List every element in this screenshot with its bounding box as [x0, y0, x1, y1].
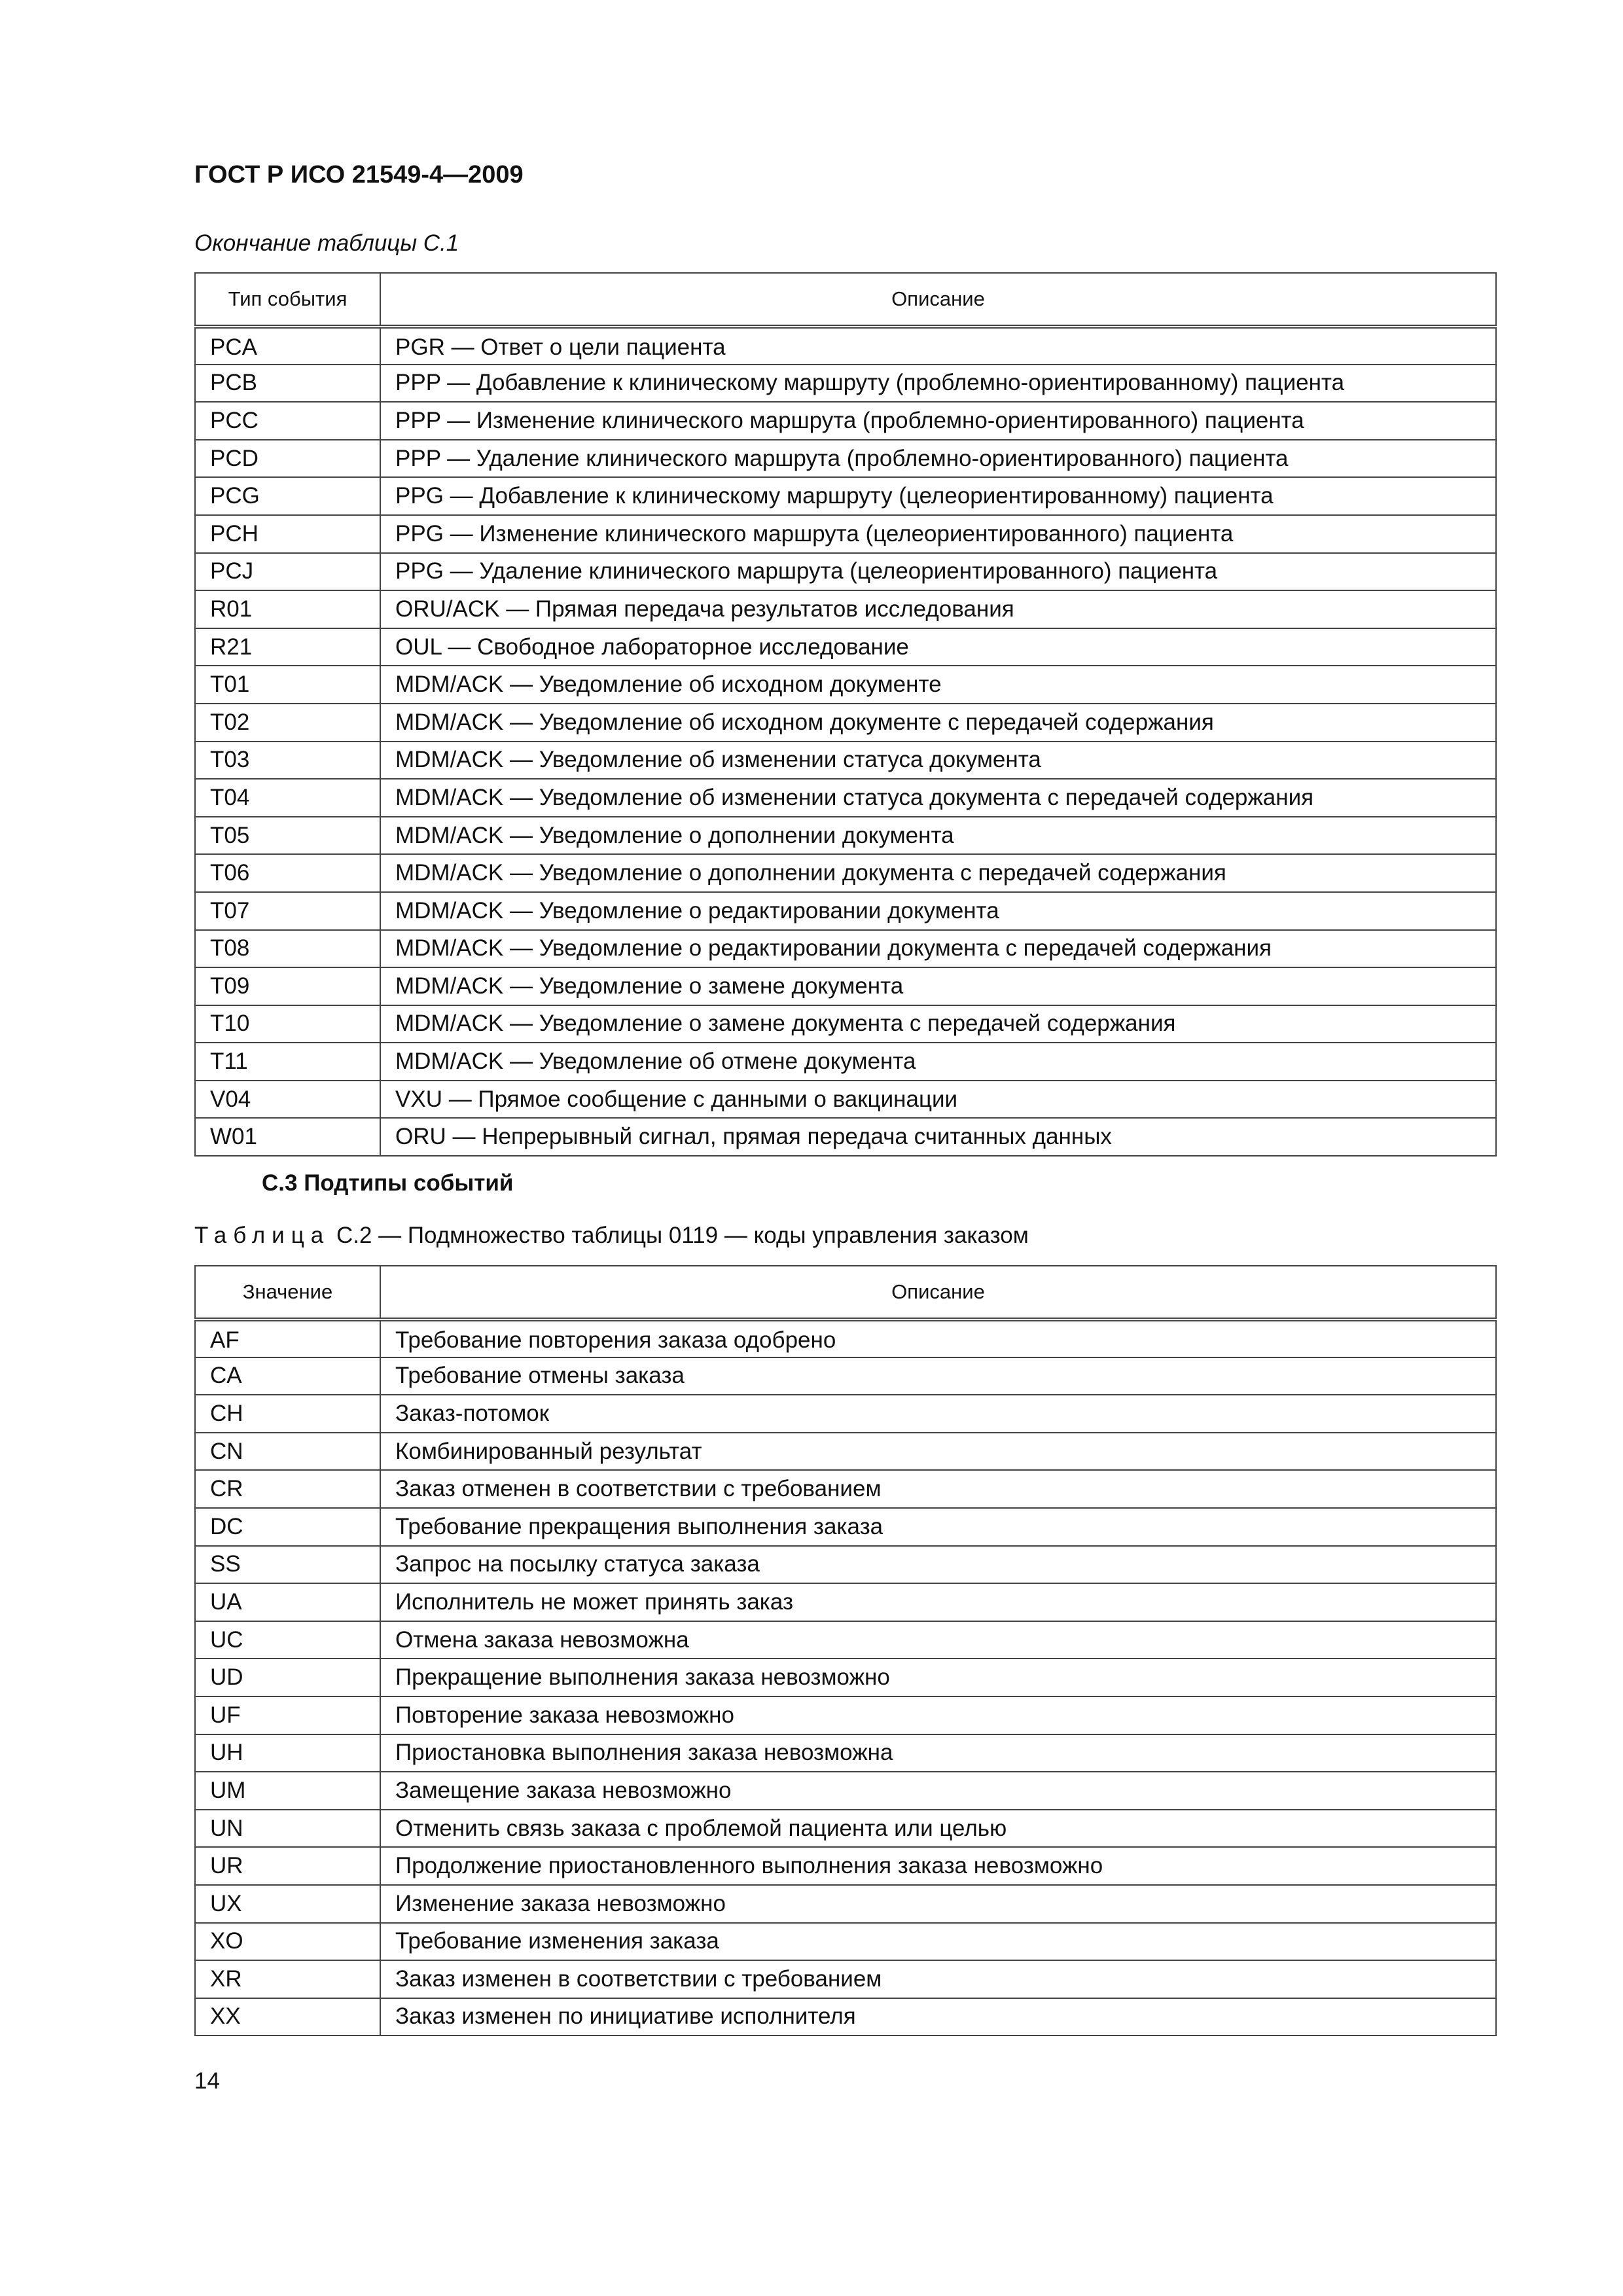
code-cell: R21 [195, 628, 380, 666]
table-row [195, 666, 1496, 704]
column-header-event-type: Тип события [195, 273, 380, 327]
column-header-value: Значение [195, 1266, 380, 1319]
description-cell: MDM/ACK — Уведомление об отмене документа [380, 1043, 1496, 1081]
description-cell: Отмена заказа невозможна [380, 1621, 1496, 1659]
description-cell: PGR — Ответ о цели пациента [380, 327, 1496, 365]
table-row [195, 1081, 1496, 1119]
description-cell: ORU — Непрерывный сигнал, прямая передача считанных данных [380, 1118, 1496, 1156]
table-row [195, 1772, 1496, 1810]
code-cell: PCC [195, 402, 380, 440]
table-row [195, 967, 1496, 1005]
description-cell: Прекращение выполнения заказа невозможно [380, 1659, 1496, 1696]
description-cell: Требование изменения заказа [380, 1923, 1496, 1961]
table-2-caption-label: Таблица [194, 1223, 330, 1248]
code-cell: T08 [195, 930, 380, 968]
description-cell: Повторение заказа невозможно [380, 1696, 1496, 1734]
description-cell: MDM/ACK — Уведомление об изменении статуса документа с передачей содержания [380, 779, 1496, 817]
code-cell: CH [195, 1395, 380, 1433]
description-cell: Замещение заказа невозможно [380, 1772, 1496, 1810]
page-number: 14 [194, 2068, 220, 2094]
table-row [195, 817, 1496, 855]
column-header-description: Описание [380, 1266, 1496, 1319]
description-cell: OUL — Свободное лабораторное исследование [380, 628, 1496, 666]
description-cell: Продолжение приостановленного выполнения заказа невозможно [380, 1847, 1496, 1885]
section-heading: С.3 Подтипы событий [262, 1170, 514, 1196]
code-cell: UD [195, 1659, 380, 1696]
column-header-description: Описание [380, 273, 1496, 327]
code-cell: PCH [195, 515, 380, 553]
table-row [195, 1433, 1496, 1471]
code-cell: XX [195, 1998, 380, 2036]
table-row [195, 1734, 1496, 1772]
code-cell: SS [195, 1546, 380, 1584]
code-cell: UH [195, 1734, 380, 1772]
code-cell: DC [195, 1508, 380, 1546]
table-1-caption: Окончание таблицы С.1 [194, 230, 459, 256]
table-row [195, 1621, 1496, 1659]
table-row [195, 1043, 1496, 1081]
description-cell: PPG — Добавление к клиническому маршруту (целеориентированному) пациента [380, 477, 1496, 515]
table-row [195, 477, 1496, 515]
code-cell: T07 [195, 892, 380, 930]
code-cell: T09 [195, 967, 380, 1005]
description-cell: Требование отмены заказа [380, 1357, 1496, 1395]
description-cell: MDM/ACK — Уведомление о дополнении документа с передачей содержания [380, 854, 1496, 892]
table-row [195, 1583, 1496, 1621]
table-row [195, 440, 1496, 478]
document-header: ГОСТ Р ИСО 21549-4—2009 [194, 161, 524, 188]
code-cell: UR [195, 1847, 380, 1885]
table-header-row [195, 273, 1496, 327]
table-row [195, 1810, 1496, 1848]
table-row [195, 1960, 1496, 1998]
description-cell: Отменить связь заказа с проблемой пациента или целью [380, 1810, 1496, 1848]
code-cell: V04 [195, 1081, 380, 1119]
table-row [195, 590, 1496, 628]
code-cell: PCD [195, 440, 380, 478]
description-cell: Требование прекращения выполнения заказа [380, 1508, 1496, 1546]
code-cell: T11 [195, 1043, 380, 1081]
table-body [195, 1319, 1496, 2036]
order-control-codes-table [194, 1265, 1497, 2036]
description-cell: MDM/ACK — Уведомление о замене документа [380, 967, 1496, 1005]
table-row [195, 1319, 1496, 1357]
description-cell: Заказ изменен в соответствии с требованием [380, 1960, 1496, 1998]
code-cell: UC [195, 1621, 380, 1659]
description-cell: PPG — Удаление клинического маршрута (целеориентированного) пациента [380, 553, 1496, 591]
table-row [195, 1357, 1496, 1395]
table-2-caption [194, 1223, 1029, 1249]
code-cell: W01 [195, 1118, 380, 1156]
description-cell: PPP — Изменение клинического маршрута (проблемно-ориентированного) пациента [380, 402, 1496, 440]
code-cell: T06 [195, 854, 380, 892]
code-cell: CR [195, 1470, 380, 1508]
table-body [195, 327, 1496, 1156]
description-cell: MDM/ACK — Уведомление о замене документа с передачей содержания [380, 1005, 1496, 1043]
description-cell: MDM/ACK — Уведомление о дополнении документа [380, 817, 1496, 855]
code-cell: UA [195, 1583, 380, 1621]
code-cell: AF [195, 1319, 380, 1357]
code-cell: PCJ [195, 553, 380, 591]
table-row [195, 1998, 1496, 2036]
description-cell: MDM/ACK — Уведомление об исходном документе с передачей содержания [380, 704, 1496, 742]
table-row [195, 1659, 1496, 1696]
code-cell: UM [195, 1772, 380, 1810]
description-cell: Запрос на посылку статуса заказа [380, 1546, 1496, 1584]
table-row [195, 1847, 1496, 1885]
table-row [195, 515, 1496, 553]
description-cell: ORU/ACK — Прямая передача результатов исследования [380, 590, 1496, 628]
description-cell: MDM/ACK — Уведомление о редактировании документа [380, 892, 1496, 930]
code-cell: T02 [195, 704, 380, 742]
description-cell: VXU — Прямое сообщение с данными о вакцинации [380, 1081, 1496, 1119]
table-row [195, 854, 1496, 892]
code-cell: UN [195, 1810, 380, 1848]
description-cell: MDM/ACK — Уведомление об исходном документе [380, 666, 1496, 704]
code-cell: T05 [195, 817, 380, 855]
code-cell: UF [195, 1696, 380, 1734]
code-cell: T03 [195, 742, 380, 780]
table-row [195, 1923, 1496, 1961]
description-cell: Приостановка выполнения заказа невозможна [380, 1734, 1496, 1772]
description-cell: PPP — Удаление клинического маршрута (проблемно-ориентированного) пациента [380, 440, 1496, 478]
code-cell: UX [195, 1885, 380, 1923]
table-row [195, 1470, 1496, 1508]
table-row [195, 742, 1496, 780]
table-row [195, 1005, 1496, 1043]
table-row [195, 1546, 1496, 1584]
table-row [195, 892, 1496, 930]
code-cell: PCB [195, 365, 380, 403]
table-row [195, 1395, 1496, 1433]
description-cell: Заказ отменен в соответствии с требованием [380, 1470, 1496, 1508]
code-cell: PCA [195, 327, 380, 365]
table-row [195, 327, 1496, 365]
code-cell: CA [195, 1357, 380, 1395]
table-row [195, 402, 1496, 440]
code-cell: CN [195, 1433, 380, 1471]
code-cell: T01 [195, 666, 380, 704]
event-types-table [194, 272, 1497, 1157]
code-cell: T10 [195, 1005, 380, 1043]
table-row [195, 553, 1496, 591]
description-cell: Комбинированный результат [380, 1433, 1496, 1471]
table-row [195, 365, 1496, 403]
code-cell: XR [195, 1960, 380, 1998]
table-row [195, 704, 1496, 742]
description-cell: MDM/ACK — Уведомление о редактировании документа с передачей содержания [380, 930, 1496, 968]
code-cell: XO [195, 1923, 380, 1961]
description-cell: Исполнитель не может принять заказ [380, 1583, 1496, 1621]
table-row [195, 1885, 1496, 1923]
table-row [195, 779, 1496, 817]
table-header-row [195, 1266, 1496, 1319]
table-row [195, 930, 1496, 968]
table-2-caption-text: С.2 — Подмножество таблицы 0119 — коды управления заказом [330, 1223, 1029, 1248]
code-cell: T04 [195, 779, 380, 817]
table-row [195, 1508, 1496, 1546]
description-cell: MDM/ACK — Уведомление об изменении статуса документа [380, 742, 1496, 780]
code-cell: R01 [195, 590, 380, 628]
table-row [195, 1696, 1496, 1734]
description-cell: PPG — Изменение клинического маршрута (целеориентированного) пациента [380, 515, 1496, 553]
code-cell: PCG [195, 477, 380, 515]
description-cell: Заказ изменен по инициативе исполнителя [380, 1998, 1496, 2036]
description-cell: Изменение заказа невозможно [380, 1885, 1496, 1923]
description-cell: PPP — Добавление к клиническому маршруту (проблемно-ориентированному) пациента [380, 365, 1496, 403]
description-cell: Заказ-потомок [380, 1395, 1496, 1433]
table-row [195, 628, 1496, 666]
table-row [195, 1118, 1496, 1156]
description-cell: Требование повторения заказа одобрено [380, 1319, 1496, 1357]
